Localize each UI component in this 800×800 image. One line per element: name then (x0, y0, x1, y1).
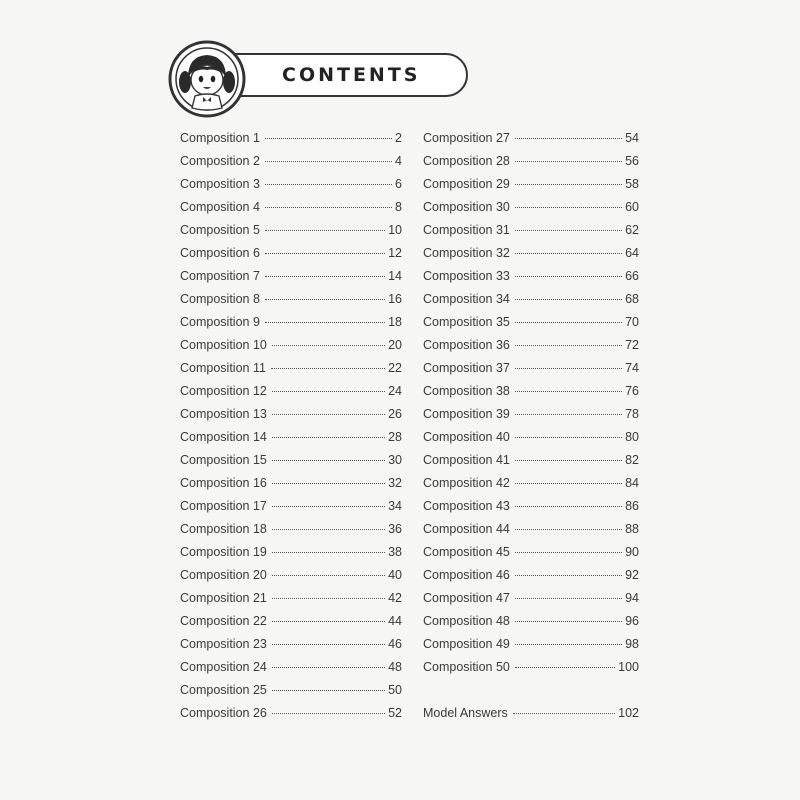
toc-entry-page: 56 (625, 154, 639, 168)
toc-entry (423, 223, 639, 246)
toc-entry-page: 58 (625, 177, 639, 191)
toc-entry-label: Composition 16 (180, 476, 267, 490)
toc-entry (423, 476, 639, 499)
toc-entry-label: Composition 43 (423, 499, 510, 513)
toc-entry-page: 68 (625, 292, 639, 306)
toc-entry (180, 660, 402, 683)
toc-entry (423, 361, 639, 384)
toc-entry (423, 292, 639, 315)
toc-entry-label: Composition 38 (423, 384, 510, 398)
toc-entry-page: 40 (388, 568, 402, 582)
dot-leader (272, 713, 385, 714)
dot-leader (272, 345, 385, 346)
dot-leader (515, 368, 622, 369)
toc-entry (423, 200, 639, 223)
girl-mascot-icon (168, 40, 246, 118)
toc-entry-page: 88 (625, 522, 639, 536)
dot-leader (513, 713, 615, 714)
toc-entry-label: Composition 42 (423, 476, 510, 490)
toc-entry-page: 50 (388, 683, 402, 697)
toc-entry (423, 614, 639, 637)
dot-leader (515, 483, 622, 484)
toc-entry (423, 384, 639, 407)
toc-entry-label: Composition 31 (423, 223, 510, 237)
dot-leader (265, 253, 385, 254)
toc-entry (423, 131, 639, 154)
dot-leader (515, 276, 622, 277)
page-title: CONTENTS (282, 64, 421, 86)
toc-entry-label: Composition 7 (180, 269, 260, 283)
dot-leader (265, 207, 392, 208)
toc-entry (180, 200, 402, 223)
toc-entry (180, 591, 402, 614)
dot-leader (515, 299, 622, 300)
dot-leader (272, 621, 385, 622)
toc-entry (180, 637, 402, 660)
toc-entry-label: Composition 12 (180, 384, 267, 398)
toc-entry-label: Composition 36 (423, 338, 510, 352)
toc-entry-label: Composition 25 (180, 683, 267, 697)
dot-leader (272, 437, 385, 438)
toc-entry-label: Composition 33 (423, 269, 510, 283)
toc-entry (423, 637, 639, 660)
toc-entry-label: Composition 24 (180, 660, 267, 674)
toc-entry (180, 269, 402, 292)
dot-leader (515, 529, 622, 530)
toc-entry-label: Composition 18 (180, 522, 267, 536)
toc-entry-page: 10 (388, 223, 402, 237)
toc-left-column (180, 131, 402, 729)
dot-leader (515, 322, 622, 323)
toc-entry (423, 246, 639, 269)
toc-entry (180, 361, 402, 384)
toc-entry-page: 80 (625, 430, 639, 444)
toc-entry-page: 4 (395, 154, 402, 168)
toc-entry-label: Composition 15 (180, 453, 267, 467)
toc-entry-page: 8 (395, 200, 402, 214)
dot-leader (265, 276, 385, 277)
dot-leader (272, 667, 385, 668)
dot-leader (272, 414, 385, 415)
toc-entry-label: Composition 32 (423, 246, 510, 260)
toc-entry-label: Composition 2 (180, 154, 260, 168)
toc-entry-page: 28 (388, 430, 402, 444)
dot-leader (515, 207, 622, 208)
toc-entry-label: Composition 22 (180, 614, 267, 628)
dot-leader (271, 368, 385, 369)
toc-entry-page: 78 (625, 407, 639, 421)
toc-entry-page: 48 (388, 660, 402, 674)
toc-entry-page: 98 (625, 637, 639, 651)
toc-entry (423, 453, 639, 476)
dot-leader (272, 391, 385, 392)
toc-entry-page: 18 (388, 315, 402, 329)
toc-entry-page: 34 (388, 499, 402, 513)
dot-leader (272, 506, 385, 507)
toc-entry (180, 614, 402, 637)
toc-entry-label: Composition 4 (180, 200, 260, 214)
toc-entry-page: 64 (625, 246, 639, 260)
toc-entry (423, 338, 639, 361)
toc-entry (180, 223, 402, 246)
toc-entry-label: Composition 26 (180, 706, 267, 720)
toc-entry-label: Composition 19 (180, 545, 267, 559)
dot-leader (272, 529, 385, 530)
dot-leader (265, 322, 385, 323)
toc-entry-page: 24 (388, 384, 402, 398)
toc-entry-label: Composition 29 (423, 177, 510, 191)
toc-entry (423, 706, 639, 729)
toc-entry (180, 315, 402, 338)
toc-entry-page: 44 (388, 614, 402, 628)
toc-entry-page: 82 (625, 453, 639, 467)
toc-entry-label: Composition 41 (423, 453, 510, 467)
toc-entry-label: Composition 50 (423, 660, 510, 674)
dot-leader (515, 598, 622, 599)
toc-entry-label: Composition 6 (180, 246, 260, 260)
toc-entry-page: 86 (625, 499, 639, 513)
toc-entry (423, 499, 639, 522)
dot-leader (515, 345, 622, 346)
toc-entry-label: Composition 46 (423, 568, 510, 582)
toc-entry (180, 154, 402, 177)
toc-entry (180, 338, 402, 361)
dot-leader (515, 184, 622, 185)
dot-leader (265, 161, 392, 162)
toc-entry-page: 74 (625, 361, 639, 375)
toc-entry-page: 52 (388, 706, 402, 720)
toc-entry-label: Composition 35 (423, 315, 510, 329)
toc-entry-page: 32 (388, 476, 402, 490)
toc-entry (423, 660, 639, 683)
dot-leader (265, 138, 392, 139)
toc-entry-page: 96 (625, 614, 639, 628)
toc-entry (180, 568, 402, 591)
toc-entry-page: 42 (388, 591, 402, 605)
toc-entry-page: 22 (388, 361, 402, 375)
toc-entry-label: Composition 45 (423, 545, 510, 559)
toc-entry-label: Composition 48 (423, 614, 510, 628)
dot-leader (272, 575, 385, 576)
toc-entry-label: Composition 49 (423, 637, 510, 651)
toc-entry (423, 154, 639, 177)
toc-entry (180, 706, 402, 729)
toc-entry (423, 545, 639, 568)
dot-leader (515, 460, 622, 461)
toc-entry-page: 20 (388, 338, 402, 352)
toc-entry-page: 16 (388, 292, 402, 306)
dot-leader (272, 690, 385, 691)
toc-entry-label: Composition 14 (180, 430, 267, 444)
toc-entry-page: 102 (618, 706, 639, 720)
toc-entry-label: Composition 20 (180, 568, 267, 582)
contents-title-pill (210, 53, 468, 97)
toc-entry-label: Composition 28 (423, 154, 510, 168)
dot-leader (272, 598, 385, 599)
toc-entry-page: 100 (618, 660, 639, 674)
toc-entry (423, 522, 639, 545)
dot-leader (515, 621, 622, 622)
dot-leader (515, 253, 622, 254)
toc-entry-label: Composition 34 (423, 292, 510, 306)
toc-entry-page: 46 (388, 637, 402, 651)
toc-right-column (423, 131, 639, 729)
toc-entry-label: Model Answers (423, 706, 508, 720)
toc-entry-page: 30 (388, 453, 402, 467)
toc-entry-label: Composition 30 (423, 200, 510, 214)
toc-entry-page: 70 (625, 315, 639, 329)
toc-entry-page: 6 (395, 177, 402, 191)
toc-entry-label: Composition 44 (423, 522, 510, 536)
toc-entry-page: 76 (625, 384, 639, 398)
toc-entry-label: Composition 13 (180, 407, 267, 421)
dot-leader (265, 230, 385, 231)
toc-entry-label: Composition 39 (423, 407, 510, 421)
toc-entry (180, 683, 402, 706)
toc-entry (180, 131, 402, 154)
toc-entry (180, 453, 402, 476)
toc-entry-page: 14 (388, 269, 402, 283)
toc-entry (180, 499, 402, 522)
toc-entry-label: Composition 11 (180, 361, 266, 375)
toc-entry-label: Composition 23 (180, 637, 267, 651)
toc-entry (180, 476, 402, 499)
toc-entry (180, 545, 402, 568)
dot-leader (515, 391, 622, 392)
toc-entry (180, 430, 402, 453)
toc-entry-page: 66 (625, 269, 639, 283)
toc-entry (423, 269, 639, 292)
toc-entry (423, 177, 639, 200)
toc-entry-label: Composition 9 (180, 315, 260, 329)
toc-entry-label: Composition 3 (180, 177, 260, 191)
toc-entry (180, 292, 402, 315)
toc-entry (180, 384, 402, 407)
toc-entry (423, 430, 639, 453)
toc-entry-page: 90 (625, 545, 639, 559)
toc-entry-label: Composition 21 (180, 591, 267, 605)
toc-entry (180, 522, 402, 545)
dot-leader (515, 552, 622, 553)
toc-entry-label: Composition 1 (180, 131, 260, 145)
toc-entry-page: 60 (625, 200, 639, 214)
toc-entry-label: Composition 10 (180, 338, 267, 352)
dot-leader (515, 575, 622, 576)
toc-entry-label: Composition 37 (423, 361, 510, 375)
toc-entry (423, 568, 639, 591)
dot-leader (272, 460, 385, 461)
contents-header (168, 40, 473, 118)
toc-entry-page: 54 (625, 131, 639, 145)
toc-entry-page: 38 (388, 545, 402, 559)
dot-leader (515, 414, 622, 415)
dot-leader (515, 437, 622, 438)
dot-leader (515, 644, 622, 645)
toc-entry-page: 36 (388, 522, 402, 536)
dot-leader (265, 299, 385, 300)
toc-entry-label: Composition 27 (423, 131, 510, 145)
toc-entry-page: 84 (625, 476, 639, 490)
toc-entry-label: Composition 47 (423, 591, 510, 605)
dot-leader (272, 644, 385, 645)
toc-entry (423, 407, 639, 430)
toc-entry-label: Composition 17 (180, 499, 267, 513)
toc-entry-page: 26 (388, 407, 402, 421)
toc-entry-label: Composition 5 (180, 223, 260, 237)
toc-entry-page: 94 (625, 591, 639, 605)
toc-entry (180, 407, 402, 430)
toc-entry-label: Composition 40 (423, 430, 510, 444)
toc-entry-page: 62 (625, 223, 639, 237)
dot-leader (265, 184, 392, 185)
toc-entry-label: Composition 8 (180, 292, 260, 306)
toc-entry (180, 177, 402, 200)
toc-entry-page: 92 (625, 568, 639, 582)
toc-entry-page: 72 (625, 338, 639, 352)
dot-leader (272, 552, 385, 553)
toc-entry-page: 12 (388, 246, 402, 260)
toc-entry (423, 591, 639, 614)
dot-leader (515, 506, 622, 507)
toc-entry (180, 246, 402, 269)
dot-leader (272, 483, 385, 484)
toc-entry (423, 315, 639, 338)
dot-leader (515, 161, 622, 162)
dot-leader (515, 230, 622, 231)
toc-entry-page: 2 (395, 131, 402, 145)
dot-leader (515, 667, 615, 668)
dot-leader (515, 138, 622, 139)
